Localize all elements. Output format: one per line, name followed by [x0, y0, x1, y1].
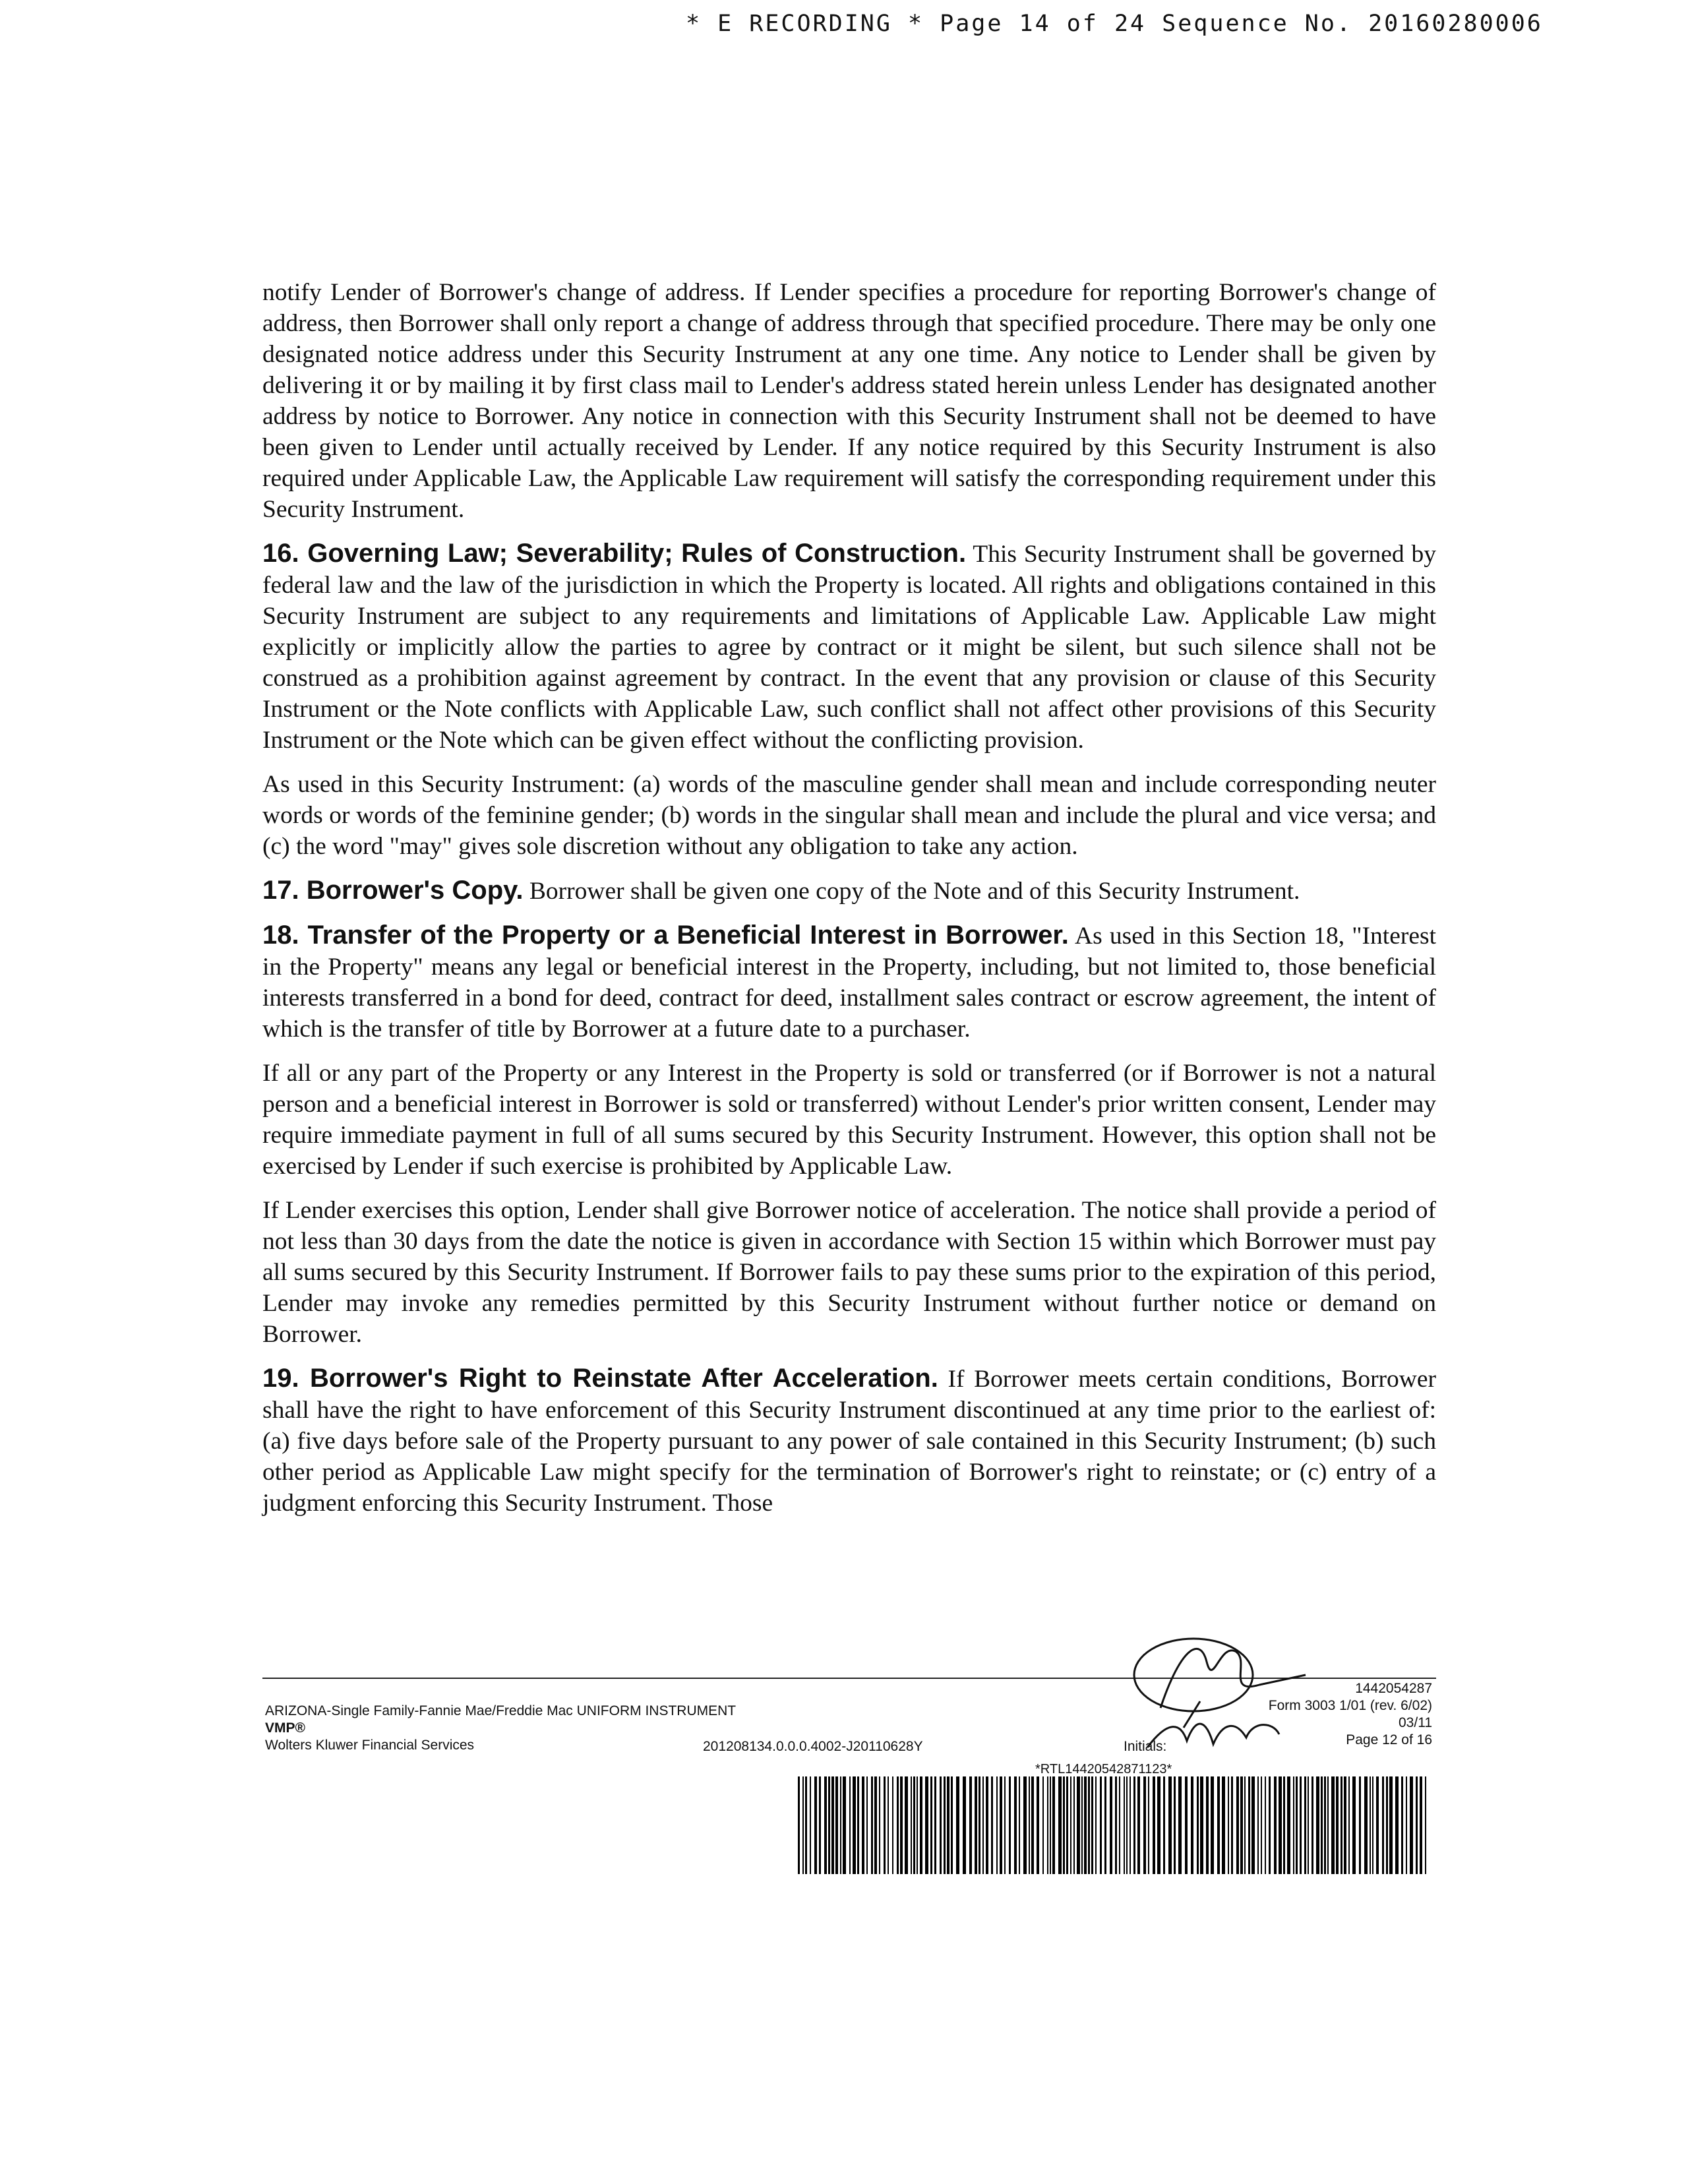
barcode-bar	[1308, 1776, 1309, 1874]
barcode-bar	[1244, 1776, 1246, 1874]
section-16	[262, 538, 1436, 756]
barcode-bar	[1047, 1776, 1048, 1874]
barcode-bar	[1248, 1776, 1250, 1874]
barcode-bar	[1037, 1776, 1039, 1874]
barcode-bar	[1376, 1776, 1379, 1874]
barcode-bar	[944, 1776, 946, 1874]
barcode-bar	[1104, 1776, 1106, 1874]
barcode-bar	[1274, 1776, 1277, 1874]
section-17	[262, 875, 1436, 907]
barcode-bar	[1052, 1776, 1055, 1874]
barcode-bar	[905, 1776, 908, 1874]
barcode-bar	[930, 1776, 932, 1874]
barcode-bar	[969, 1776, 972, 1874]
section-18	[262, 920, 1436, 1045]
barcode-bar	[1321, 1776, 1323, 1874]
barcode-bar	[814, 1776, 817, 1874]
barcode-bar	[1211, 1776, 1214, 1874]
barcode-bar	[991, 1776, 993, 1874]
barcode-bar	[1153, 1776, 1155, 1874]
barcode-bar	[874, 1776, 877, 1874]
barcode-bar	[1168, 1776, 1172, 1874]
barcode-bar	[1425, 1776, 1426, 1874]
paragraph-text: If Borrower meets certain conditions, Borrower shall have the right to have enforcement of this Security Instrument discontinued at any time prior to the earliest of: (a) five days before sale of the Property pursuant to any power of sale contained in this Security Instrument; (b) such other period as Applicable Law might specify for the termination of Borrower's right to reinstate; or (c) entry of a judgment enforcing this Security Instrument. Those	[262, 1366, 1437, 1517]
paragraph-text: This Security Instrument shall be governed by federal law and the law of the jurisdiction in which the Property is located. All rights and obligations contained in this Security Instrument are subject to any requirements and limitations of Applicable Law. Applicable Law might explicitly or implicitly allow the parties to agree by contract or it might be silent, but such silence shall not be construed as a prohibition against agreement by contract. In the event that any provision or clause of this Security Instrument or the Note conflicts with Applicable Law, such conflict shall not affect other provisions of this Security Instrument or the Note which can be given effect without the conflicting provision.	[262, 541, 1437, 754]
barcode-bar	[831, 1776, 834, 1874]
barcode-bar	[1231, 1776, 1233, 1874]
vmp-mark: VMP®	[265, 1720, 305, 1736]
form-title: ARIZONA-Single Family-Fannie Mae/Freddie Mac UNIFORM INSTRUMENT	[265, 1703, 737, 1718]
barcode-bar	[900, 1776, 903, 1874]
barcode-bar	[975, 1776, 977, 1874]
barcode-bar	[866, 1776, 868, 1874]
barcode-bar	[1401, 1776, 1403, 1874]
barcode-bar	[1222, 1776, 1225, 1874]
barcode-bar	[1143, 1776, 1146, 1874]
barcode-bar	[1137, 1776, 1140, 1874]
barcode-bar	[1004, 1776, 1006, 1874]
document-code: 201208134.0.0.0.4002-J20110628Y	[703, 1739, 923, 1754]
barcode	[798, 1776, 1431, 1874]
barcode-bar	[913, 1776, 915, 1874]
barcode-bar	[979, 1776, 980, 1874]
barcode-bar	[1124, 1776, 1125, 1874]
barcode-bar	[1240, 1776, 1243, 1874]
barcode-bar	[857, 1776, 859, 1874]
barcode-bar	[1236, 1776, 1239, 1874]
barcode-bar	[1050, 1776, 1051, 1874]
barcode-bar	[1042, 1776, 1044, 1874]
barcode-bar	[1029, 1776, 1030, 1874]
barcode-bar	[1081, 1776, 1083, 1874]
barcode-bar	[1163, 1776, 1165, 1874]
barcode-bar	[1148, 1776, 1149, 1874]
barcode-bar	[1206, 1776, 1209, 1874]
barcode-bar	[1395, 1776, 1399, 1874]
barcode-bar	[1197, 1776, 1199, 1874]
barcode-bar	[1110, 1776, 1112, 1874]
barcode-bar	[940, 1776, 942, 1874]
barcode-bar	[1009, 1776, 1011, 1874]
barcode-bar	[1372, 1776, 1373, 1874]
barcode-bar	[1344, 1776, 1346, 1874]
section-19	[262, 1363, 1436, 1519]
barcode-bar	[1091, 1776, 1093, 1874]
paragraph-text: As used in this Security Instrument: (a) words of the masculine gender shall mean and include corresponding neuter words or words of the feminine gender; (b) words in the singular shall mean and include the plural and vice versa; and (c) the word "may" gives sole discretion without any obligation to take any action.	[262, 771, 1436, 860]
barcode-bar	[871, 1776, 873, 1874]
barcode-bar	[1031, 1776, 1034, 1874]
barcode-bar	[849, 1776, 851, 1874]
barcode-bar	[1269, 1776, 1271, 1874]
barcode-bar	[1410, 1776, 1413, 1874]
barcode-bar	[1265, 1776, 1266, 1874]
barcode-bar	[1300, 1776, 1302, 1874]
barcode-bar	[1359, 1776, 1361, 1874]
barcode-bar	[888, 1776, 889, 1874]
paragraph-text: Borrower shall be given one copy of the Note and of this Security Instrument.	[529, 878, 1300, 905]
barcode-bar	[947, 1776, 950, 1874]
paragraph-text: As used in this Section 18, "Interest in the Property" means any legal or beneficial interest in the Property, including, but not limited to, those beneficial interests transferred in a bond for deed, contract for deed, installment sales contract or escrow agreement, the intent of which is the transfer of title by Borrower at a future date to a purchaser.	[262, 923, 1437, 1043]
barcode-bar	[1133, 1776, 1135, 1874]
barcode-bar	[1389, 1776, 1393, 1874]
barcode-bar	[1279, 1776, 1282, 1874]
barcode-bar	[925, 1776, 928, 1874]
page-number: Page 12 of 16	[1346, 1732, 1432, 1747]
barcode-bar	[1382, 1776, 1384, 1874]
barcode-bar	[1126, 1776, 1128, 1874]
barcode-bar	[951, 1776, 953, 1874]
barcode-bar	[1178, 1776, 1182, 1874]
barcode-bar	[1063, 1776, 1065, 1874]
barcode-bar	[1023, 1776, 1027, 1874]
barcode-text: *RTL14420542871123*	[1035, 1762, 1172, 1776]
barcode-bar	[1130, 1776, 1131, 1874]
paragraph-text: If Lender exercises this option, Lender shall give Borrower notice of acceleration. The notice shall provide a period of not less than 30 days from the date the notice is given in accordance with Section 15 within which Borrower must pay all sums secured by this Security Instrument. If Borrower fails to pay these sums prior to the expiration of this period, Lender may invoke any remedies permitted by this Security Instrument without further notice or demand on Borrower.	[262, 1197, 1436, 1348]
paragraph-gender	[262, 769, 1436, 862]
barcode-bar	[1416, 1776, 1418, 1874]
barcode-bar	[1000, 1776, 1002, 1874]
barcode-bar	[1115, 1776, 1117, 1874]
barcode-bar	[1420, 1776, 1422, 1874]
paragraph-text: If all or any part of the Property or any Interest in the Property is sold or transferred (or if Borrower is not a natural person and a beneficial interest in Borrower is sold or transferred) without Lender's prior written consent, Lender may require immediate payment in full of all sums secured by this Security Instrument. However, this option shall not be exercised by Lender if such exercise is prohibited by Applicable Law.	[262, 1060, 1436, 1180]
barcode-bar	[879, 1776, 880, 1874]
barcode-bar	[920, 1776, 922, 1874]
barcode-bar	[892, 1776, 893, 1874]
barcode-bar	[1311, 1776, 1313, 1874]
barcode-bar	[1228, 1776, 1229, 1874]
form-number: Form 3003 1/01 (rev. 6/02)	[1268, 1698, 1432, 1713]
barcode-bar	[843, 1776, 846, 1874]
barcode-bar	[911, 1776, 912, 1874]
barcode-bar	[1327, 1776, 1329, 1874]
barcode-bar	[934, 1776, 936, 1874]
barcode-bar	[835, 1776, 838, 1874]
section-heading: 19. Borrower's Right to Reinstate After Acceleration.	[262, 1364, 938, 1393]
barcode-bar	[1331, 1776, 1335, 1874]
barcode-bar	[810, 1776, 811, 1874]
barcode-bar	[897, 1776, 899, 1874]
barcode-bar	[1316, 1776, 1319, 1874]
barcode-bar	[1341, 1776, 1342, 1874]
barcode-bar	[1174, 1776, 1176, 1874]
barcode-bar	[1364, 1776, 1368, 1874]
barcode-bar	[1019, 1776, 1020, 1874]
barcode-bar	[1058, 1776, 1062, 1874]
barcode-bar	[956, 1776, 959, 1874]
barcode-bar	[1095, 1776, 1097, 1874]
barcode-bar	[1070, 1776, 1071, 1874]
initials-label: Initials:	[1124, 1739, 1167, 1754]
form-date: 03/11	[1399, 1715, 1432, 1730]
barcode-bar	[1304, 1776, 1306, 1874]
footer-left	[265, 1703, 736, 1754]
barcode-bar	[828, 1776, 830, 1874]
publisher: Wolters Kluwer Financial Services	[265, 1738, 475, 1753]
barcode-bar	[1287, 1776, 1290, 1874]
section-heading: 16. Governing Law; Severability; Rules of Construction.	[262, 539, 967, 568]
barcode-bar	[1257, 1776, 1259, 1874]
section-heading: 17. Borrower's Copy.	[262, 876, 524, 905]
barcode-bar	[1251, 1776, 1255, 1874]
barcode-bar	[1014, 1776, 1017, 1874]
paragraph-transfer	[262, 1058, 1436, 1182]
paragraph-text: notify Lender of Borrower's change of address. If Lender specifies a procedure for reporting Borrower's change of address, then Borrower shall only report a change of address through that specified procedure. There may be only one designated notice address under this Security Instrument at any one time. Any notice to Lender shall be given by delivering it or by mailing it by first class mail to Lender's address stated herein unless Lender has designated another address by notice to Borrower. Any notice in connection with this Security Instrument shall not be deemed to have been given to Lender until actually received by Lender. If any notice required by this Security Instrument is also required under Applicable Law, the Applicable Law requirement will satisfy the corresponding requirement under this Security Instrument.	[262, 279, 1436, 523]
barcode-bar	[1370, 1776, 1371, 1874]
barcode-bar	[1261, 1776, 1262, 1874]
barcode-bar	[1386, 1776, 1388, 1874]
barcode-bar	[805, 1776, 807, 1874]
barcode-bar	[819, 1776, 821, 1874]
barcode-bar	[963, 1776, 966, 1874]
barcode-bar	[1324, 1776, 1326, 1874]
barcode-bar	[1088, 1776, 1090, 1874]
barcode-bar	[1293, 1776, 1294, 1874]
document-body	[262, 277, 1436, 1532]
barcode-bar	[1084, 1776, 1087, 1874]
barcode-bar	[1283, 1776, 1285, 1874]
paragraph-notice	[262, 277, 1436, 525]
barcode-bar	[1077, 1776, 1080, 1874]
barcode-bar	[840, 1776, 841, 1874]
barcode-bar	[1073, 1776, 1075, 1874]
footer-right	[1269, 1680, 1432, 1749]
recording-header: * E RECORDING * Page 14 of 24 Sequence No. 20160280006	[686, 11, 1543, 37]
barcode-bar	[853, 1776, 856, 1874]
paragraph-acceleration	[262, 1195, 1436, 1350]
barcode-bar	[1119, 1776, 1120, 1874]
barcode-bar	[1217, 1776, 1220, 1874]
barcode-bar	[917, 1776, 918, 1874]
barcode-bar	[982, 1776, 984, 1874]
barcode-bar	[1185, 1776, 1188, 1874]
barcode-bar	[1352, 1776, 1356, 1874]
barcode-bar	[824, 1776, 827, 1874]
barcode-bar	[862, 1776, 864, 1874]
barcode-bar	[1200, 1776, 1203, 1874]
barcode-bar	[798, 1776, 800, 1874]
barcode-bar	[1348, 1776, 1350, 1874]
section-heading: 18. Transfer of the Property or a Beneficial Interest in Borrower.	[262, 921, 1069, 950]
barcode-bar	[986, 1776, 988, 1874]
barcode-bar	[1336, 1776, 1339, 1874]
barcode-bar	[1100, 1776, 1102, 1874]
barcode-bar	[884, 1776, 886, 1874]
barcode-bar	[802, 1776, 804, 1874]
barcode-bar	[1191, 1776, 1193, 1874]
barcode-bar	[1406, 1776, 1407, 1874]
barcode-bar	[1066, 1776, 1068, 1874]
barcode-bar	[1296, 1776, 1298, 1874]
loan-number: 1442054287	[1355, 1681, 1432, 1696]
barcode-bar	[996, 1776, 998, 1874]
barcode-bar	[1157, 1776, 1160, 1874]
